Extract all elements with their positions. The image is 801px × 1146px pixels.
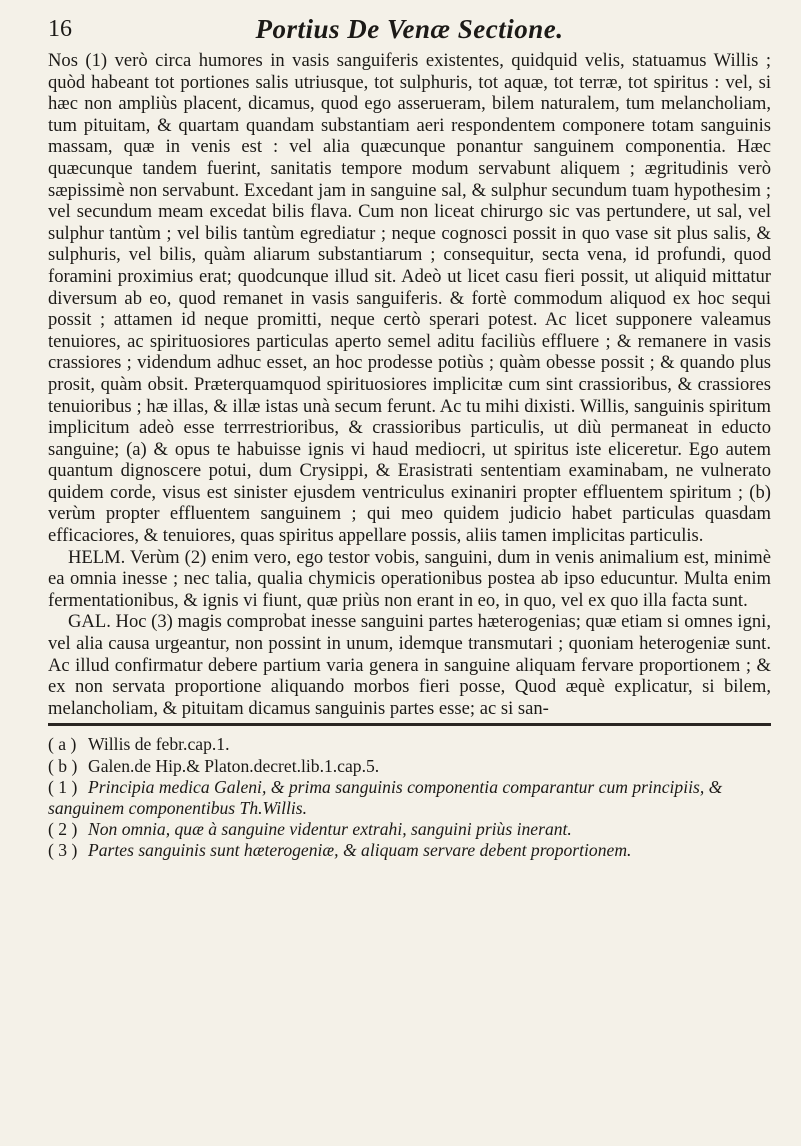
- paragraph-gal: GAL. Hoc (3) magis comprobat inesse sanguini partes hæterogenias; quæ etiam si omnes igni, vel alia causa urgeantur, non possint in unum, idemque transmutari ; quoniam heterogeniæ sunt. Ac illud confirmatur debere partium varia genera in sanguine aliquam fervare proportionem ; & ex non servata proportione aliquando morbos fieri posse, Quod æquè explicatur, si bilem, melancholiam, & pituitam dicamus sanguinis partes esse; ac si san-: [48, 611, 771, 719]
- footnote-divider: [48, 723, 771, 726]
- paragraph-nos: Nos (1) verò circa humores in vasis sanguiferis existentes, quidquid velis, statuamus Willis ; quòd habeant tot portiones salis utriusque, tot sulphuris, tot aquæ, tot terræ, tot spiritus : vel, si hæc non ampliùs placent, dicamus, quod ego asserueram, bilem naturalem, tum melancholiam, tum pituitam, & quartam quandam substantiam aeri respondentem componere totam sanguinis massam, quæ in venis est : vel alia quæcunque ponantur sanguinem componentia. Hæc quæcunque tandem fuerint, sanitatis tempore modum servabunt aliquem ; ægritudinis verò sæpissimè non servabunt. Excedant jam in sanguine sal, & sulphur secundum tuam hypothesim ; vel secundum meam excedat bilis flava. Cum non liceat chirurgo sic vas pertundere, ut sal, vel sulphur tantùm ; vel bilis tantùm egrediatur ; neque cognosci possit in quo vase sit plus salis, & sulphuris, vel bilis, quàm aliarum substantiarum ; consequitur, secta vena, id profundi, quod foramini proximius erat; quodcunque illud sit. Adeò ut licet casu fieri possit, ut aliquid mittatur diversum ab eo, quod remanet in vasis sanguiferis. & fortè commodum aliquod ex hoc sequi possit ; attamen id neque promitti, neque certò sperari potest. Ac licet supponere valeamus tenuiores, ac spirituosiores particulas aperto semel aditu faciliùs effluere ; & remanere in vasis crassiores ; videndum adhuc esset, an hoc prodesse potiùs ; quàm obesse possit ; & quando plus prosit, quàm obsit. Præterquamquod spirituosiores implicitæ cum sint crassioribus, & crassiores tenuioribus ; hæ illas, & illæ istas unà secum ferunt. Ac tu mihi dixisti. Willis, sanguinis spiritum implicitum adeò esse terrrestrioribus, & crassioribus particulis, ut diù permaneat in educto sanguine; (a) & opus te habuisse ignis vi haud mediocri, ut spiritus iste eliceretur. Ego autem quantum dignoscere potui, dum Crysippi, & Erasistrati sententiam examinabam, ne vulnerato quidem corde, visus est sinister ejusdem ventriculus exinaniri propter effluentem spiritum ; (b) verùm propter effluentem sanguinem ; qui meo quidem judicio habet particulas quasdam efficaciores, & tenuiores, quas spiritus appellare possis, aliis tamen implicitas particulis.: [48, 50, 771, 547]
- footnote-b: [48, 756, 771, 777]
- footnote-text: Willis de febr.cap.1.: [88, 734, 230, 755]
- footnote-mark: ( 3 ): [48, 840, 78, 861]
- footnote-mark: ( 2 ): [48, 819, 78, 840]
- footnote-3: [48, 840, 771, 861]
- footnote-mark: ( a ): [48, 734, 77, 755]
- footnote-text: Partes sanguinis sunt hæterogeniæ, & aliquam servare debent proportionem.: [88, 840, 632, 861]
- page-header: [48, 14, 771, 50]
- paragraph-helm: HELM. Verùm (2) enim vero, ego testor vobis, sanguini, dum in venis animalium est, minimè ea omnia inesse ; nec talia, qualia chymicis operationibus postea ab ipso educuntur. Multa enim fermentationibus, & ignis vi fiunt, quæ priùs non erant in eo, in quo, vel ex quo illa facta sunt.: [48, 546, 771, 611]
- footnote-a: [48, 734, 771, 755]
- footnote-text: Principia medica Galeni, & prima sanguinis componentia comparantur cum principiis, & sanguinem componentibus Th.Willis.: [48, 776, 723, 819]
- main-text: [48, 50, 771, 719]
- footnote-2: [48, 819, 771, 840]
- page-number: 16: [48, 16, 72, 42]
- running-title: Portius De Venæ Sectione.: [255, 14, 564, 44]
- footnote-text: Non omnia, quæ à sanguine videntur extrahi, sanguini priùs inerant.: [88, 819, 572, 840]
- footnote-1: [48, 777, 771, 819]
- footnote-text: Galen.de Hip.& Platon.decret.lib.1.cap.5.: [88, 755, 380, 776]
- footnote-mark: ( b ): [48, 755, 78, 776]
- footnote-mark: ( 1 ): [48, 776, 78, 797]
- footnotes: [48, 734, 771, 861]
